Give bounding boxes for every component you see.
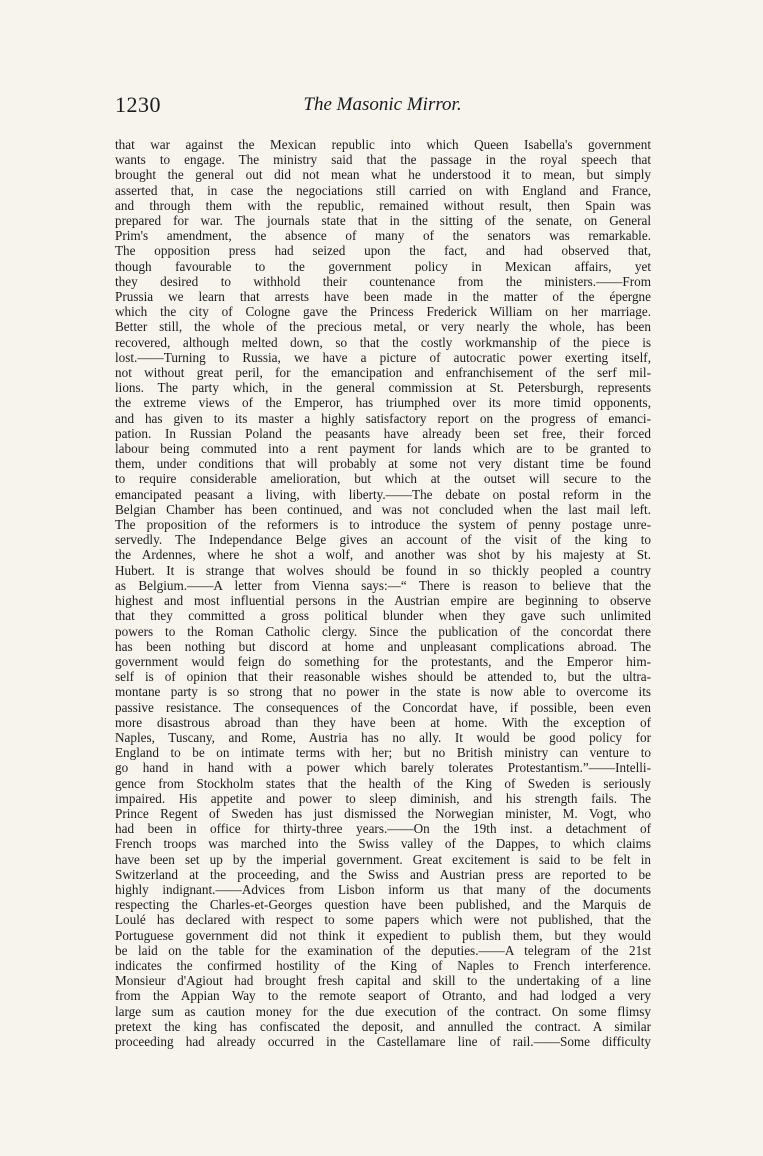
text-line: Portuguese government did not think it expedient to publish them, but they would xyxy=(115,927,651,943)
text-line: passive resistance. The consequences of the Concordat have, if possible, been even xyxy=(115,699,651,715)
text-line: that they committed a gross political blunder when they gave such unlimited xyxy=(115,608,651,624)
text-line: respecting the Charles-et-Georges question have been published, and the Marquis de xyxy=(115,897,651,913)
text-line: the extreme views of the Emperor, has triumphed over its more timid opponents, xyxy=(115,395,651,411)
text-line: self is of opinion that their reasonable wishes should be attended to, but the ultra- xyxy=(115,669,651,685)
text-line: more disastrous abroad than they have been at home. With the exception of xyxy=(115,714,651,730)
text-line: Prim's amendment, the absence of many of the senators was remarkable. xyxy=(115,228,651,244)
text-line: powers to the Roman Catholic clergy. Since the publication of the concordat there xyxy=(115,623,651,639)
running-title: The Masonic Mirror. xyxy=(303,94,462,115)
text-line: Hubert. It is strange that wolves should be found in so thickly peopled a country xyxy=(115,562,651,578)
text-line: the Ardennes, where he shot a wolf, and another was shot by his majesty at St. xyxy=(115,547,651,563)
text-line: prepared for war. The journals state that in the sitting of the senate, on General xyxy=(115,213,651,229)
article-body xyxy=(115,137,651,1049)
text-line: Monsieur d'Agiout had brought fresh capital and skill to the undertaking of a line xyxy=(115,973,651,989)
text-line: emancipated peasant a living, with liberty.——The debate on postal reform in the xyxy=(115,486,651,502)
text-line: as Belgium.——A letter from Vienna says:—“ There is reason to believe that the xyxy=(115,577,651,593)
text-line: has been nothing but discord at home and unpleasant complications abroad. The xyxy=(115,638,651,654)
text-line: The opposition press had seized upon the fact, and had observed that, xyxy=(115,243,651,259)
text-line: they desired to withhold their countenance from the ministers.——From xyxy=(115,273,651,289)
text-line: pretext the king has confiscated the deposit, and annulled the contract. A similar xyxy=(115,1018,651,1034)
text-line: indicates the confirmed hostility of the King of Naples to French interference. xyxy=(115,957,651,973)
text-line: be laid on the table for the examination of the deputies.——A telegram of the 21st xyxy=(115,942,651,958)
text-line: though favourable to the government policy in Mexican affairs, yet xyxy=(115,258,651,274)
text-line: them, under conditions that will probably at some not very distant time be found xyxy=(115,456,651,472)
text-line: Prussia we learn that arrests have been made in the matter of the épergne xyxy=(115,289,651,305)
text-line: England to be on intimate terms with her; but no British ministry can venture to xyxy=(115,745,651,761)
text-line: lions. The party which, in the general commission at St. Petersburgh, represents xyxy=(115,380,651,396)
text-line: highly indignant.——Advices from Lisbon inform us that many of the documents xyxy=(115,881,651,897)
text-line: French troops was marched into the Swiss valley of the Dappes, to which claims xyxy=(115,836,651,852)
text-line: asserted that, in case the negociations still carried on with England and France, xyxy=(115,182,651,198)
text-line: brought the general out did not mean what he understood it to mean, but simply xyxy=(115,167,651,183)
text-line: The proposition of the reformers is to introduce the system of penny postage unre- xyxy=(115,517,651,533)
text-line: recovered, although melted down, so that the costly workmanship of the piece is xyxy=(115,334,651,350)
text-line: gence from Stockholm states that the health of the King of Sweden is seriously xyxy=(115,775,651,791)
text-line: to require considerable amelioration, but which at the outset will secure to the xyxy=(115,471,651,487)
text-line: montane party is so strong that no power in the state is now able to overcome its xyxy=(115,684,651,700)
text-line: Prince Regent of Sweden has just dismissed the Norwegian minister, M. Vogt, who xyxy=(115,805,651,821)
text-line: large sum as caution money for the due execution of the contract. On some flimsy xyxy=(115,1003,651,1019)
text-line: had been in office for thirty-three years.——On the 19th inst. a detachment of xyxy=(115,821,651,837)
text-line: have been set up by the imperial government. Great excitement is said to be felt in xyxy=(115,851,651,867)
text-line: lost.——Turning to Russia, we have a picture of autocratic power exerting itself, xyxy=(115,349,651,365)
text-line: Switzerland at the proceeding, and the Swiss and Austrian press are reported to be xyxy=(115,866,651,882)
text-line: government would feign do something for the protestants, and the Emperor him- xyxy=(115,653,651,669)
text-line: and through them with the republic, remained without result, then Spain was xyxy=(115,197,651,213)
text-line: highest and most influential persons in the Austrian empire are beginning to observe xyxy=(115,593,651,609)
text-line: proceeding had already occurred in the Castellamare line of rail.——Some difficulty xyxy=(115,1033,651,1049)
text-line: Belgian Chamber has been continued, and was not concluded when the last mail left. xyxy=(115,501,651,517)
text-line: not without great peril, for the emancipation and enfranchisement of the serf mil- xyxy=(115,365,651,381)
page-header xyxy=(115,92,650,122)
text-line: Naples, Tuscany, and Rome, Austria has no ally. It would be good policy for xyxy=(115,729,651,745)
text-line: labour being commuted into a rent payment for lands which are to be granted to xyxy=(115,441,651,457)
text-line: from the Appian Way to the remote seaport of Otranto, and had lodged a very xyxy=(115,988,651,1004)
text-line: and has given to its master a highly satisfactory report on the progress of emanci- xyxy=(115,410,651,426)
text-line: wants to engage. The ministry said that the passage in the royal speech that xyxy=(115,152,651,168)
page-number: 1230 xyxy=(115,92,161,117)
text-line: Better still, the whole of the precious metal, or very nearly the whole, has been xyxy=(115,319,651,335)
text-line: that war against the Mexican republic into which Queen Isabella's government xyxy=(115,137,651,152)
text-line: servedly. The Independance Belge gives an account of the visit of the king to xyxy=(115,532,651,548)
text-line: impaired. His appetite and power to sleep diminish, and his strength fails. The xyxy=(115,790,651,806)
text-line: which the city of Cologne gave the Princess Frederick William on her marriage. xyxy=(115,304,651,320)
text-line: Loulé has declared with respect to some papers which were not published, that the xyxy=(115,912,651,928)
text-line: pation. In Russian Poland the peasants have already been set free, their forced xyxy=(115,425,651,441)
text-line: go hand in hand with a power which barely tolerates Protestantism.”——Intelli- xyxy=(115,760,651,776)
